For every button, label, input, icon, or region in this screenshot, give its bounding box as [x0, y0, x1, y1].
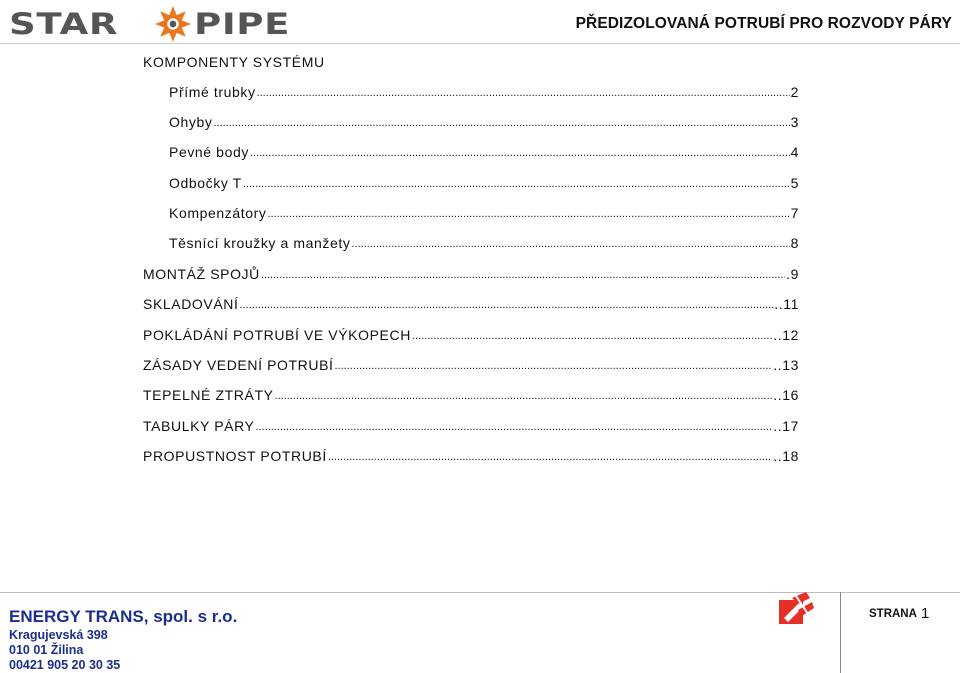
toc-entry-label: TEPELNÉ ZTRÁTY — [143, 387, 274, 403]
header-divider — [0, 43, 960, 44]
toc-heading-label: KOMPONENTY SYSTÉMU — [143, 54, 325, 70]
toc-leader-dots — [257, 86, 790, 100]
toc-entry-page: ..13 — [773, 357, 799, 373]
footer-divider — [0, 592, 960, 593]
toc-leader-dots — [255, 420, 772, 434]
toc-entry-label: Pevné body — [169, 144, 249, 160]
toc-leader-dots — [250, 146, 790, 160]
toc-leader-dots — [412, 329, 772, 343]
toc-leader-dots — [275, 389, 773, 403]
toc-leader-dots — [213, 116, 789, 130]
toc-entry[interactable] — [143, 444, 799, 464]
toc-entry-page: ..17 — [773, 418, 799, 434]
toc-entry-page: ..18 — [773, 448, 799, 464]
company-city: 010 01 Žilina — [9, 643, 84, 657]
toc-entry-label: Kompenzátory — [169, 205, 267, 221]
starpipe-logo — [9, 4, 291, 44]
toc-leader-dots — [243, 177, 790, 191]
document-title: PŘEDIZOLOVANÁ POTRUBÍ PRO ROZVODY PÁRY — [575, 15, 952, 32]
toc-entry-page: 4 — [790, 144, 799, 160]
toc-leader-dots — [239, 298, 773, 312]
toc-entry[interactable] — [143, 353, 799, 373]
logo-text-star: STAR — [9, 7, 119, 41]
toc-entry-page: ..12 — [773, 327, 799, 343]
toc-entry-label: Ohyby — [169, 114, 213, 130]
toc-entry-label: POKLÁDÁNÍ POTRUBÍ VE VÝKOPECH — [143, 327, 411, 343]
toc-entry[interactable] — [169, 201, 799, 221]
toc-entry-label: Přímé trubky — [169, 84, 256, 100]
toc-entry-page: 5 — [790, 175, 799, 191]
toc-entry-label: Těsnící kroužky a manžety — [169, 235, 351, 251]
toc-entry-page: .9 — [786, 266, 799, 282]
toc-entry[interactable] — [143, 262, 799, 282]
logo-text-pipe: PIPE — [194, 7, 291, 41]
toc-entry-page: 2 — [790, 84, 799, 100]
toc-entry[interactable] — [169, 231, 799, 251]
energy-trans-logo-icon — [778, 592, 814, 626]
star-emblem-icon — [154, 5, 192, 43]
toc-entry-page: ..11 — [774, 296, 799, 312]
toc-section-heading — [143, 50, 799, 70]
toc-entry-label: TABULKY PÁRY — [143, 418, 255, 434]
company-phone: 00421 905 20 30 35 — [9, 658, 121, 672]
toc-entry-label: PROPUSTNOST POTRUBÍ — [143, 448, 327, 464]
toc-entry-label: ZÁSADY VEDENÍ POTRUBÍ — [143, 357, 334, 373]
toc-entry[interactable] — [169, 140, 799, 160]
toc-entry-page: 7 — [790, 205, 799, 221]
toc-entry[interactable] — [143, 292, 799, 312]
company-street: Kragujevská 398 — [9, 628, 108, 642]
toc-leader-dots — [328, 450, 772, 464]
toc-leader-dots — [335, 359, 773, 373]
toc-entry[interactable] — [169, 171, 799, 191]
toc-leader-dots — [261, 268, 785, 282]
toc-entry-page: 3 — [790, 114, 799, 130]
toc-leader-dots — [267, 207, 789, 221]
toc-entry-page: ..16 — [773, 387, 799, 403]
toc-entry-label: SKLADOVÁNÍ — [143, 296, 239, 312]
toc-entry-page: 8 — [790, 235, 799, 251]
toc-leader-dots — [352, 237, 790, 251]
page-number: 1 — [921, 605, 930, 622]
toc-entry[interactable] — [169, 80, 799, 100]
footer-vertical-divider — [840, 592, 841, 673]
toc-entry[interactable] — [143, 383, 799, 403]
company-name: ENERGY TRANS, spol. s r.o. — [9, 607, 238, 626]
toc-entry-label: Odbočky T — [169, 175, 242, 191]
toc-entry[interactable] — [143, 414, 799, 434]
toc-entry[interactable] — [169, 110, 799, 130]
page-label: STRANA — [869, 608, 917, 620]
toc-entry[interactable] — [143, 323, 799, 343]
toc-entry-label: MONTÁŽ SPOJŮ — [143, 266, 260, 282]
